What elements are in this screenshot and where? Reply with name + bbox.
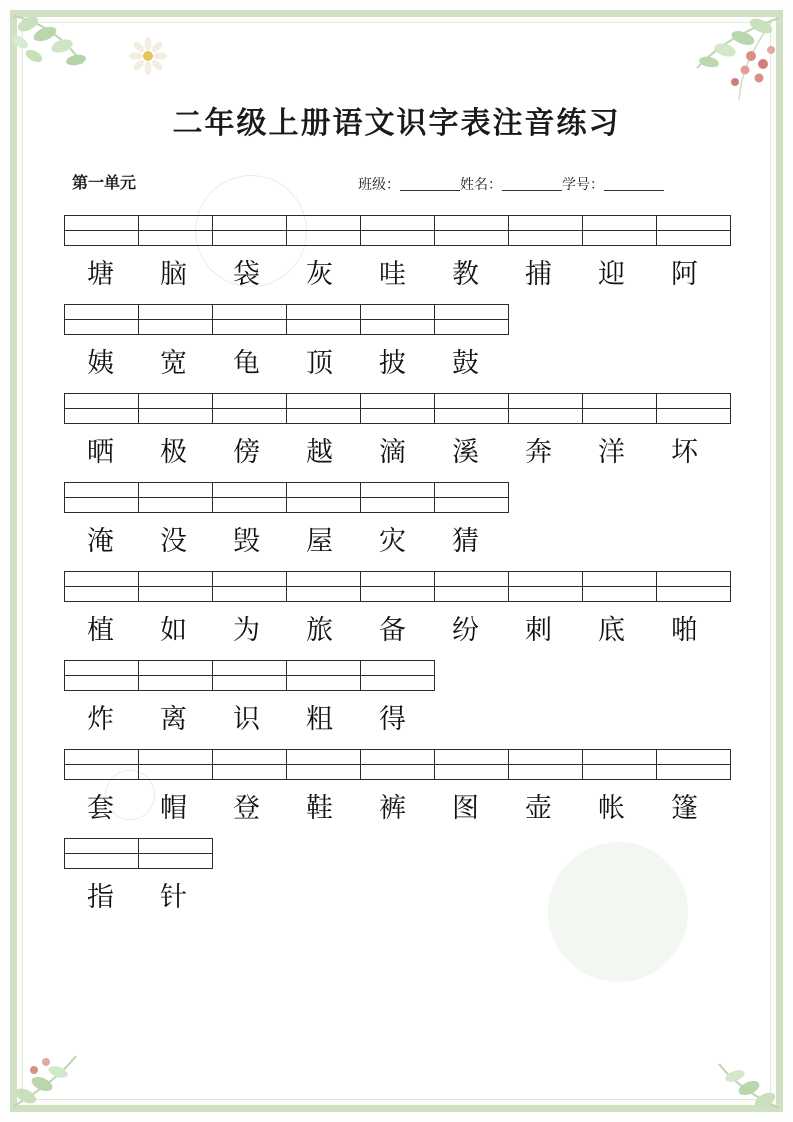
pinyin-cell[interactable] <box>509 587 583 602</box>
character-cell: 刺 <box>525 615 552 645</box>
pinyin-cell[interactable] <box>435 750 509 765</box>
pinyin-cell[interactable] <box>583 750 657 765</box>
character-cell: 姨 <box>87 348 114 378</box>
pinyin-cell[interactable] <box>657 409 731 424</box>
pinyin-cell[interactable] <box>435 216 509 231</box>
pinyin-cell[interactable] <box>361 765 435 780</box>
number-blank[interactable] <box>604 176 664 191</box>
pinyin-grid[interactable] <box>64 660 435 691</box>
pinyin-grid-row <box>65 231 731 246</box>
pinyin-cell[interactable] <box>657 765 731 780</box>
pinyin-cell[interactable] <box>213 676 287 691</box>
character-cell: 袋 <box>233 259 260 289</box>
character-group <box>64 304 724 385</box>
pinyin-cell[interactable] <box>435 587 509 602</box>
pinyin-cell[interactable] <box>583 216 657 231</box>
character-group <box>64 749 724 830</box>
character-cell: 脑 <box>160 259 187 289</box>
pinyin-grid-row <box>65 750 731 765</box>
character-cell: 粗 <box>306 704 333 734</box>
pinyin-cell[interactable] <box>139 216 213 231</box>
character-cell: 塘 <box>87 259 114 289</box>
pinyin-cell[interactable] <box>139 320 213 335</box>
character-group <box>64 482 724 563</box>
character-cell: 顶 <box>306 348 333 378</box>
pinyin-grid-row <box>65 765 731 780</box>
student-info-line <box>358 174 664 194</box>
pinyin-cell[interactable] <box>213 572 287 587</box>
pinyin-cell[interactable] <box>509 394 583 409</box>
character-cell: 离 <box>160 704 187 734</box>
pinyin-cell[interactable] <box>213 498 287 513</box>
pinyin-grid-row <box>65 216 731 231</box>
pinyin-cell[interactable] <box>139 676 213 691</box>
pinyin-cell[interactable] <box>657 231 731 246</box>
pinyin-cell[interactable] <box>435 231 509 246</box>
character-cell: 灾 <box>379 526 406 556</box>
character-cell: 溪 <box>452 437 479 467</box>
pinyin-cell[interactable] <box>583 765 657 780</box>
pinyin-cell[interactable] <box>65 839 139 854</box>
pinyin-grid-row <box>65 676 435 691</box>
character-cell: 宽 <box>160 348 187 378</box>
pinyin-cell[interactable] <box>657 216 731 231</box>
character-cell: 识 <box>233 704 260 734</box>
pinyin-cell[interactable] <box>65 305 139 320</box>
pinyin-grid-row <box>65 498 509 513</box>
pinyin-cell[interactable] <box>139 305 213 320</box>
pinyin-grid[interactable] <box>64 749 731 780</box>
unit-heading: 第一单元 <box>72 175 137 192</box>
pinyin-cell[interactable] <box>287 231 361 246</box>
pinyin-cell[interactable] <box>213 483 287 498</box>
pinyin-cell[interactable] <box>139 854 213 869</box>
pinyin-cell[interactable] <box>287 216 361 231</box>
character-row <box>64 608 724 652</box>
pinyin-cell[interactable] <box>139 409 213 424</box>
pinyin-cell[interactable] <box>213 394 287 409</box>
character-cell: 毁 <box>233 526 260 556</box>
pinyin-cell[interactable] <box>435 305 509 320</box>
pinyin-cell[interactable] <box>361 750 435 765</box>
character-group <box>64 838 724 919</box>
pinyin-cell[interactable] <box>361 231 435 246</box>
pinyin-cell[interactable] <box>361 587 435 602</box>
pinyin-cell[interactable] <box>509 765 583 780</box>
character-cell: 帐 <box>598 793 625 823</box>
character-cell: 如 <box>160 615 187 645</box>
character-cell: 滴 <box>379 437 406 467</box>
pinyin-cell[interactable] <box>361 216 435 231</box>
pinyin-cell[interactable] <box>435 409 509 424</box>
character-row <box>64 519 724 563</box>
pinyin-grid-row <box>65 305 509 320</box>
pinyin-grid-row <box>65 587 731 602</box>
pinyin-cell[interactable] <box>213 320 287 335</box>
pinyin-cell[interactable] <box>583 572 657 587</box>
pinyin-cell[interactable] <box>139 572 213 587</box>
pinyin-cell[interactable] <box>361 572 435 587</box>
character-cell: 晒 <box>87 437 114 467</box>
character-cell: 植 <box>87 615 114 645</box>
character-cell: 套 <box>87 793 114 823</box>
pinyin-cell[interactable] <box>583 587 657 602</box>
character-cell: 洋 <box>598 437 625 467</box>
pinyin-grid[interactable] <box>64 571 731 602</box>
pinyin-cell[interactable] <box>361 483 435 498</box>
pinyin-grid[interactable] <box>64 482 509 513</box>
character-row <box>64 430 724 474</box>
character-row <box>64 697 724 741</box>
pinyin-cell[interactable] <box>65 409 139 424</box>
character-cell: 得 <box>379 704 406 734</box>
character-row <box>64 341 724 385</box>
pinyin-cell[interactable] <box>65 498 139 513</box>
pinyin-grid-row <box>65 854 213 869</box>
pinyin-grid[interactable] <box>64 838 213 869</box>
character-cell: 壶 <box>525 793 552 823</box>
pinyin-grid-row <box>65 394 731 409</box>
pinyin-cell[interactable] <box>435 320 509 335</box>
pinyin-cell[interactable] <box>139 587 213 602</box>
pinyin-cell[interactable] <box>657 587 731 602</box>
character-cell: 越 <box>306 437 333 467</box>
pinyin-cell[interactable] <box>435 483 509 498</box>
pinyin-cell[interactable] <box>65 216 139 231</box>
pinyin-cell[interactable] <box>65 854 139 869</box>
character-cell: 底 <box>598 615 625 645</box>
character-groups <box>64 215 724 927</box>
pinyin-cell[interactable] <box>213 216 287 231</box>
character-group <box>64 571 724 652</box>
pinyin-cell[interactable] <box>65 394 139 409</box>
pinyin-cell[interactable] <box>657 394 731 409</box>
page-title: 二年级上册语文识字表注音练习 <box>172 107 621 140</box>
character-cell: 捕 <box>525 259 552 289</box>
pinyin-cell[interactable] <box>287 587 361 602</box>
character-group <box>64 660 724 741</box>
character-cell: 奔 <box>525 437 552 467</box>
pinyin-cell[interactable] <box>435 498 509 513</box>
pinyin-cell[interactable] <box>361 498 435 513</box>
character-cell: 坏 <box>671 437 698 467</box>
character-cell: 傍 <box>233 437 260 467</box>
pinyin-cell[interactable] <box>287 661 361 676</box>
character-cell: 纷 <box>452 615 479 645</box>
pinyin-cell[interactable] <box>213 750 287 765</box>
character-cell: 教 <box>452 259 479 289</box>
character-cell: 啪 <box>671 615 698 645</box>
pinyin-cell[interactable] <box>139 839 213 854</box>
pinyin-cell[interactable] <box>65 483 139 498</box>
character-cell: 猜 <box>452 526 479 556</box>
pinyin-cell[interactable] <box>139 231 213 246</box>
character-cell: 帽 <box>160 793 187 823</box>
pinyin-cell[interactable] <box>509 216 583 231</box>
pinyin-cell[interactable] <box>65 765 139 780</box>
pinyin-cell[interactable] <box>287 394 361 409</box>
pinyin-cell[interactable] <box>287 305 361 320</box>
pinyin-cell[interactable] <box>287 676 361 691</box>
pinyin-cell[interactable] <box>139 750 213 765</box>
character-cell: 为 <box>233 615 260 645</box>
pinyin-cell[interactable] <box>583 394 657 409</box>
pinyin-cell[interactable] <box>287 750 361 765</box>
pinyin-cell[interactable] <box>213 661 287 676</box>
pinyin-cell[interactable] <box>287 409 361 424</box>
pinyin-cell[interactable] <box>65 676 139 691</box>
character-cell: 鼓 <box>452 348 479 378</box>
pinyin-cell[interactable] <box>509 231 583 246</box>
pinyin-grid-row <box>65 661 435 676</box>
pinyin-grid[interactable] <box>64 304 509 335</box>
pinyin-grid-row <box>65 320 509 335</box>
pinyin-cell[interactable] <box>213 587 287 602</box>
character-row <box>64 786 724 830</box>
pinyin-cell[interactable] <box>583 409 657 424</box>
pinyin-cell[interactable] <box>287 320 361 335</box>
character-cell: 裤 <box>379 793 406 823</box>
class-blank[interactable] <box>400 176 460 191</box>
character-cell: 篷 <box>671 793 698 823</box>
pinyin-cell[interactable] <box>361 320 435 335</box>
pinyin-cell[interactable] <box>65 661 139 676</box>
character-cell: 灰 <box>306 259 333 289</box>
pinyin-grid[interactable] <box>64 393 731 424</box>
character-group <box>64 215 724 296</box>
pinyin-cell[interactable] <box>361 394 435 409</box>
character-cell: 哇 <box>379 259 406 289</box>
pinyin-cell[interactable] <box>509 572 583 587</box>
character-cell: 炸 <box>87 704 114 734</box>
pinyin-cell[interactable] <box>65 320 139 335</box>
class-label: 班级： <box>358 178 400 193</box>
pinyin-cell[interactable] <box>139 394 213 409</box>
pinyin-cell[interactable] <box>287 765 361 780</box>
pinyin-cell[interactable] <box>435 394 509 409</box>
character-cell: 登 <box>233 793 260 823</box>
character-row <box>64 875 724 919</box>
pinyin-cell[interactable] <box>65 587 139 602</box>
character-cell: 极 <box>160 437 187 467</box>
pinyin-cell[interactable] <box>213 231 287 246</box>
pinyin-cell[interactable] <box>65 231 139 246</box>
pinyin-grid-row <box>65 483 509 498</box>
pinyin-cell[interactable] <box>65 750 139 765</box>
character-cell: 屋 <box>306 526 333 556</box>
pinyin-cell[interactable] <box>509 409 583 424</box>
name-label: 姓名： <box>460 178 502 193</box>
pinyin-cell[interactable] <box>435 765 509 780</box>
pinyin-cell[interactable] <box>361 409 435 424</box>
character-cell: 鞋 <box>306 793 333 823</box>
pinyin-cell[interactable] <box>213 765 287 780</box>
pinyin-cell[interactable] <box>435 572 509 587</box>
character-cell: 旅 <box>306 615 333 645</box>
pinyin-cell[interactable] <box>139 661 213 676</box>
character-group <box>64 393 724 474</box>
character-cell: 指 <box>87 882 114 912</box>
character-cell: 没 <box>160 526 187 556</box>
pinyin-grid-row <box>65 409 731 424</box>
pinyin-cell[interactable] <box>139 765 213 780</box>
pinyin-cell[interactable] <box>287 498 361 513</box>
character-cell: 备 <box>379 615 406 645</box>
pinyin-cell[interactable] <box>657 572 731 587</box>
pinyin-cell[interactable] <box>361 661 435 676</box>
pinyin-cell[interactable] <box>657 750 731 765</box>
pinyin-grid[interactable] <box>64 215 731 246</box>
character-cell: 图 <box>452 793 479 823</box>
pinyin-cell[interactable] <box>139 483 213 498</box>
pinyin-cell[interactable] <box>287 572 361 587</box>
pinyin-cell[interactable] <box>361 676 435 691</box>
pinyin-cell[interactable] <box>65 572 139 587</box>
character-cell: 淹 <box>87 526 114 556</box>
pinyin-grid-row <box>65 572 731 587</box>
character-cell: 披 <box>379 348 406 378</box>
character-cell: 龟 <box>233 348 260 378</box>
number-label: 学号： <box>562 178 604 193</box>
pinyin-cell[interactable] <box>213 305 287 320</box>
character-cell: 迎 <box>598 259 625 289</box>
pinyin-cell[interactable] <box>509 750 583 765</box>
character-cell: 阿 <box>671 259 698 289</box>
pinyin-cell[interactable] <box>287 483 361 498</box>
character-cell: 针 <box>160 882 187 912</box>
pinyin-cell[interactable] <box>583 231 657 246</box>
pinyin-cell[interactable] <box>213 409 287 424</box>
pinyin-grid-row <box>65 839 213 854</box>
name-blank[interactable] <box>502 176 562 191</box>
character-row <box>64 252 724 296</box>
pinyin-cell[interactable] <box>361 305 435 320</box>
pinyin-cell[interactable] <box>139 498 213 513</box>
